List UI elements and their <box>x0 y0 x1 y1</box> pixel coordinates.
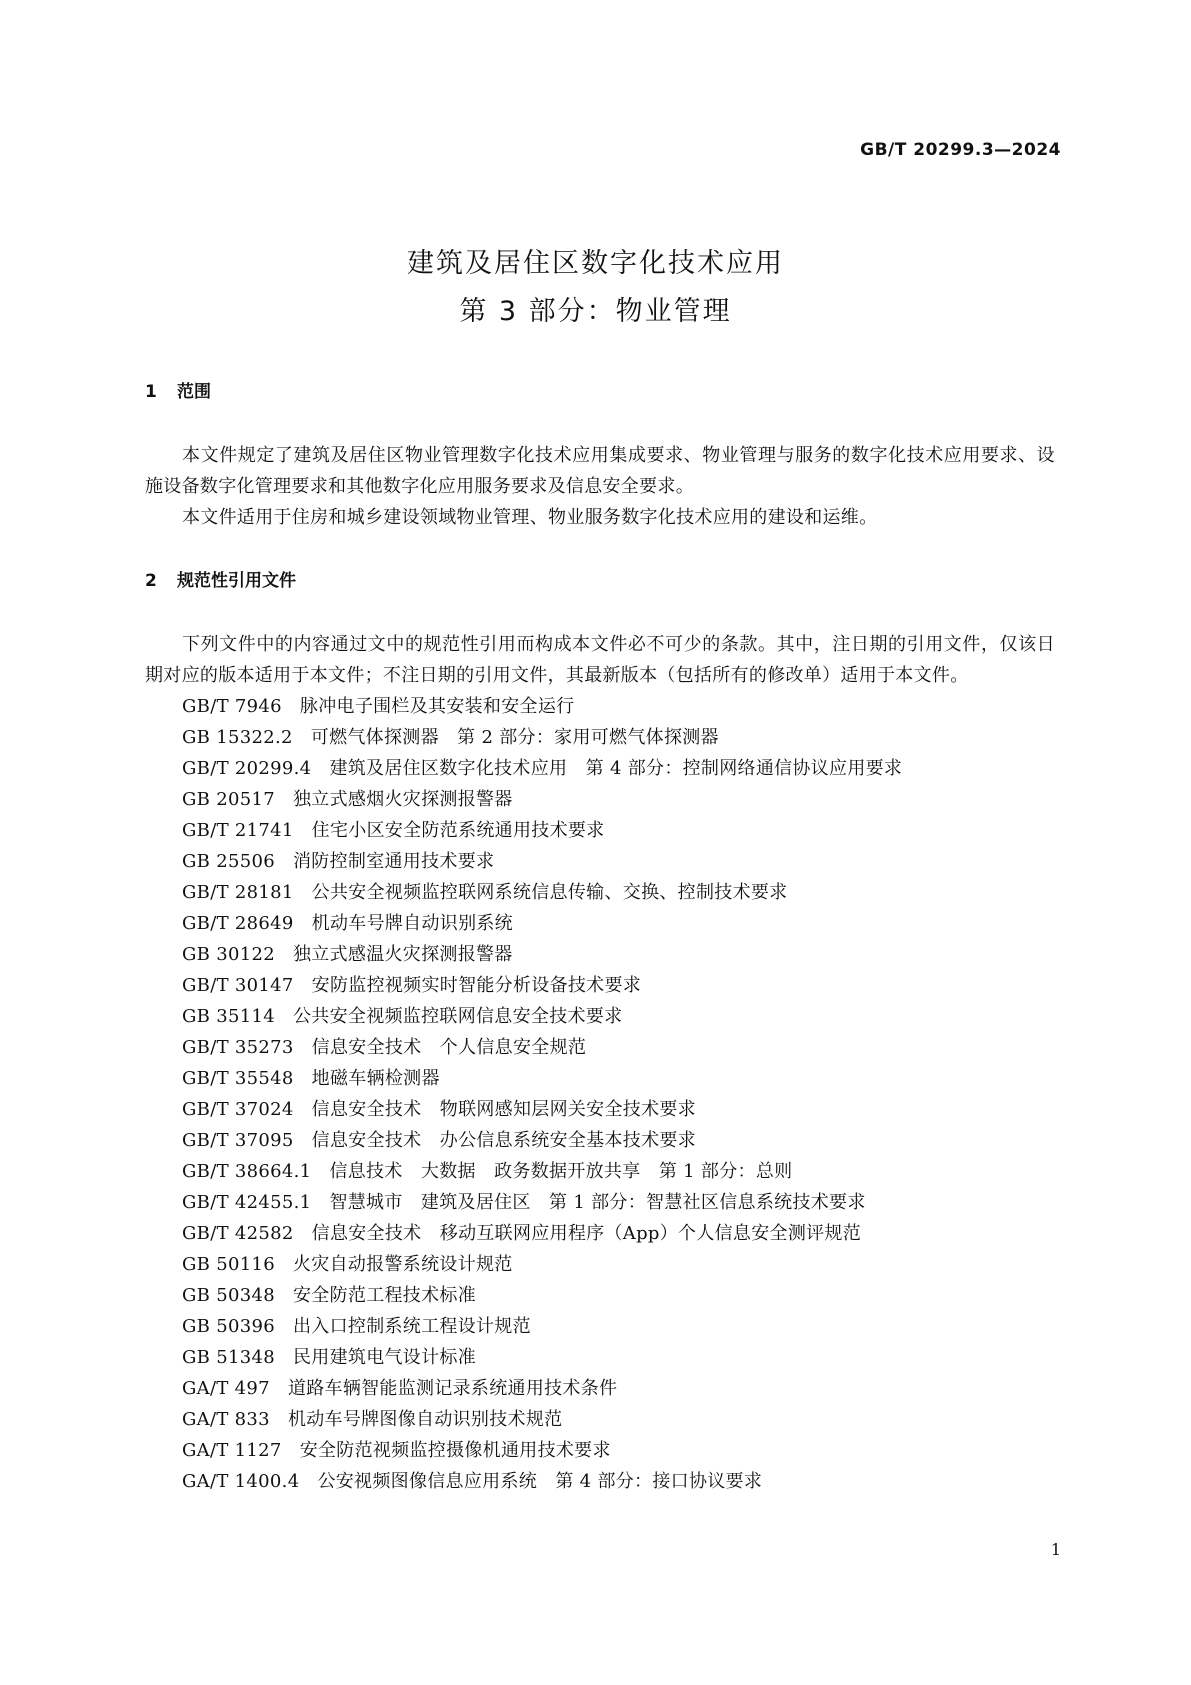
reference-item <box>145 784 1055 815</box>
reference-item <box>145 753 1055 784</box>
reference-list <box>145 691 1055 1497</box>
reference-item <box>145 1032 1055 1063</box>
reference-title: 建筑及居住区数字化技术应用 第 4 部分：控制网络通信协议应用要求 <box>329 758 903 779</box>
section-number: 1 <box>145 382 157 402</box>
reference-code: GB/T 35273 <box>182 1037 294 1058</box>
reference-code: GB/T 30147 <box>182 975 294 996</box>
reference-code: GB 20517 <box>182 789 275 810</box>
scope-paragraph-2: 本文件适用于住房和城乡建设领域物业管理、物业服务数字化技术应用的建设和运维。 <box>182 507 878 528</box>
reference-title: 独立式感温火灾探测报警器 <box>293 944 513 965</box>
reference-title: 住宅小区安全防范系统通用技术要求 <box>311 820 605 841</box>
reference-code: GB/T 37095 <box>182 1130 294 1151</box>
reference-title: 信息安全技术 个人信息安全规范 <box>311 1037 587 1058</box>
reference-item <box>145 1187 1055 1218</box>
reference-item <box>145 1094 1055 1125</box>
section-number: 2 <box>145 571 157 591</box>
reference-code: GB/T 42455.1 <box>182 1192 312 1213</box>
section-title: 规范性引用文件 <box>177 571 296 591</box>
reference-code: GB 50348 <box>182 1285 275 1306</box>
reference-item <box>145 1280 1055 1311</box>
reference-title: 民用建筑电气设计标准 <box>293 1347 476 1368</box>
reference-title: 火灾自动报警系统设计规范 <box>293 1254 513 1275</box>
reference-code: GB/T 28181 <box>182 882 294 903</box>
reference-item <box>145 1435 1055 1466</box>
reference-title: 公共安全视频监控联网系统信息传输、交换、控制技术要求 <box>311 882 788 903</box>
reference-code: GB 35114 <box>182 1006 275 1027</box>
reference-item <box>145 1125 1055 1156</box>
reference-item <box>145 1156 1055 1187</box>
reference-code: GB/T 35548 <box>182 1068 294 1089</box>
reference-title: 信息安全技术 移动互联网应用程序（App）个人信息安全测评规范 <box>311 1223 862 1244</box>
reference-item <box>145 815 1055 846</box>
reference-code: GB/T 37024 <box>182 1099 294 1120</box>
reference-item <box>145 1311 1055 1342</box>
reference-code: GB/T 42582 <box>182 1223 294 1244</box>
reference-item <box>145 1063 1055 1094</box>
section-heading-normative-references <box>145 569 1055 593</box>
reference-code: GA/T 1127 <box>182 1440 282 1461</box>
reference-title: 公安视频图像信息应用系统 第 4 部分：接口协议要求 <box>317 1471 763 1492</box>
reference-item <box>145 908 1055 939</box>
scope-paragraph-1: 本文件规定了建筑及居住区物业管理数字化技术应用集成要求、物业管理与服务的数字化技术应用要求、设施设备数字化管理要求和其他数字化应用服务要求及信息安全要求。 <box>145 445 1055 497</box>
title-line-2: 第 3 部分：物业管理 <box>459 296 732 327</box>
reference-title: 道路车辆智能监测记录系统通用技术条件 <box>287 1378 618 1399</box>
reference-title: 机动车号牌图像自动识别技术规范 <box>287 1409 563 1430</box>
reference-title: 独立式感烟火灾探测报警器 <box>293 789 513 810</box>
reference-code: GB/T 28649 <box>182 913 294 934</box>
reference-item <box>145 970 1055 1001</box>
reference-title: 出入口控制系统工程设计规范 <box>293 1316 531 1337</box>
reference-code: GB 50396 <box>182 1316 275 1337</box>
reference-title: 地磁车辆检测器 <box>311 1068 440 1089</box>
reference-title: 信息安全技术 物联网感知层网关安全技术要求 <box>311 1099 696 1120</box>
page-number: 1 <box>1050 1540 1061 1559</box>
reference-code: GB 51348 <box>182 1347 275 1368</box>
reference-item <box>145 1001 1055 1032</box>
reference-title: 智慧城市 建筑及居住区 第 1 部分：智慧社区信息系统技术要求 <box>329 1192 866 1213</box>
reference-item <box>145 877 1055 908</box>
reference-code: GA/T 1400.4 <box>182 1471 300 1492</box>
reference-title: 信息安全技术 办公信息系统安全基本技术要求 <box>311 1130 696 1151</box>
reference-title: 公共安全视频监控联网信息安全技术要求 <box>293 1006 623 1027</box>
reference-title: 可燃气体探测器 第 2 部分：家用可燃气体探测器 <box>310 727 719 748</box>
reference-item <box>145 1218 1055 1249</box>
reference-title: 脉冲电子围栏及其安装和安全运行 <box>299 696 575 717</box>
reference-title: 安全防范工程技术标准 <box>293 1285 476 1306</box>
reference-code: GA/T 833 <box>182 1409 270 1430</box>
reference-code: GB/T 7946 <box>182 696 282 717</box>
reference-code: GB 50116 <box>182 1254 275 1275</box>
reference-title: 信息技术 大数据 政务数据开放共享 第 1 部分：总则 <box>329 1161 793 1182</box>
reference-code: GB 25506 <box>182 851 275 872</box>
reference-code: GB 15322.2 <box>182 727 293 748</box>
reference-item <box>145 1373 1055 1404</box>
reference-code: GB/T 20299.4 <box>182 758 312 779</box>
section-heading-scope <box>145 380 1055 404</box>
reference-title: 安防监控视频实时智能分析设备技术要求 <box>311 975 642 996</box>
section-title: 范围 <box>177 382 211 402</box>
reference-code: GB/T 21741 <box>182 820 294 841</box>
reference-code: GB 30122 <box>182 944 275 965</box>
reference-title: 安全防范视频监控摄像机通用技术要求 <box>299 1440 611 1461</box>
reference-item <box>145 722 1055 753</box>
reference-title: 消防控制室通用技术要求 <box>293 851 495 872</box>
reference-code: GA/T 497 <box>182 1378 270 1399</box>
standard-id: GB/T 20299.3—2024 <box>860 140 1061 160</box>
reference-item <box>145 1466 1055 1497</box>
references-intro-paragraph: 下列文件中的内容通过文中的规范性引用而构成本文件必不可少的条款。其中，注日期的引用文件，仅该日期对应的版本适用于本文件；不注日期的引用文件，其最新版本（包括所有的修改单）适用于本文件。 <box>145 634 1055 686</box>
reference-item <box>145 1404 1055 1435</box>
reference-title: 机动车号牌自动识别系统 <box>311 913 513 934</box>
reference-item <box>145 846 1055 877</box>
title-line-1: 建筑及居住区数字化技术应用 <box>407 248 784 279</box>
reference-item <box>145 1249 1055 1280</box>
reference-item <box>145 1342 1055 1373</box>
document-body <box>145 380 1055 1497</box>
reference-item <box>145 691 1055 722</box>
document-title <box>0 240 1191 336</box>
reference-code: GB/T 38664.1 <box>182 1161 312 1182</box>
reference-item <box>145 939 1055 970</box>
